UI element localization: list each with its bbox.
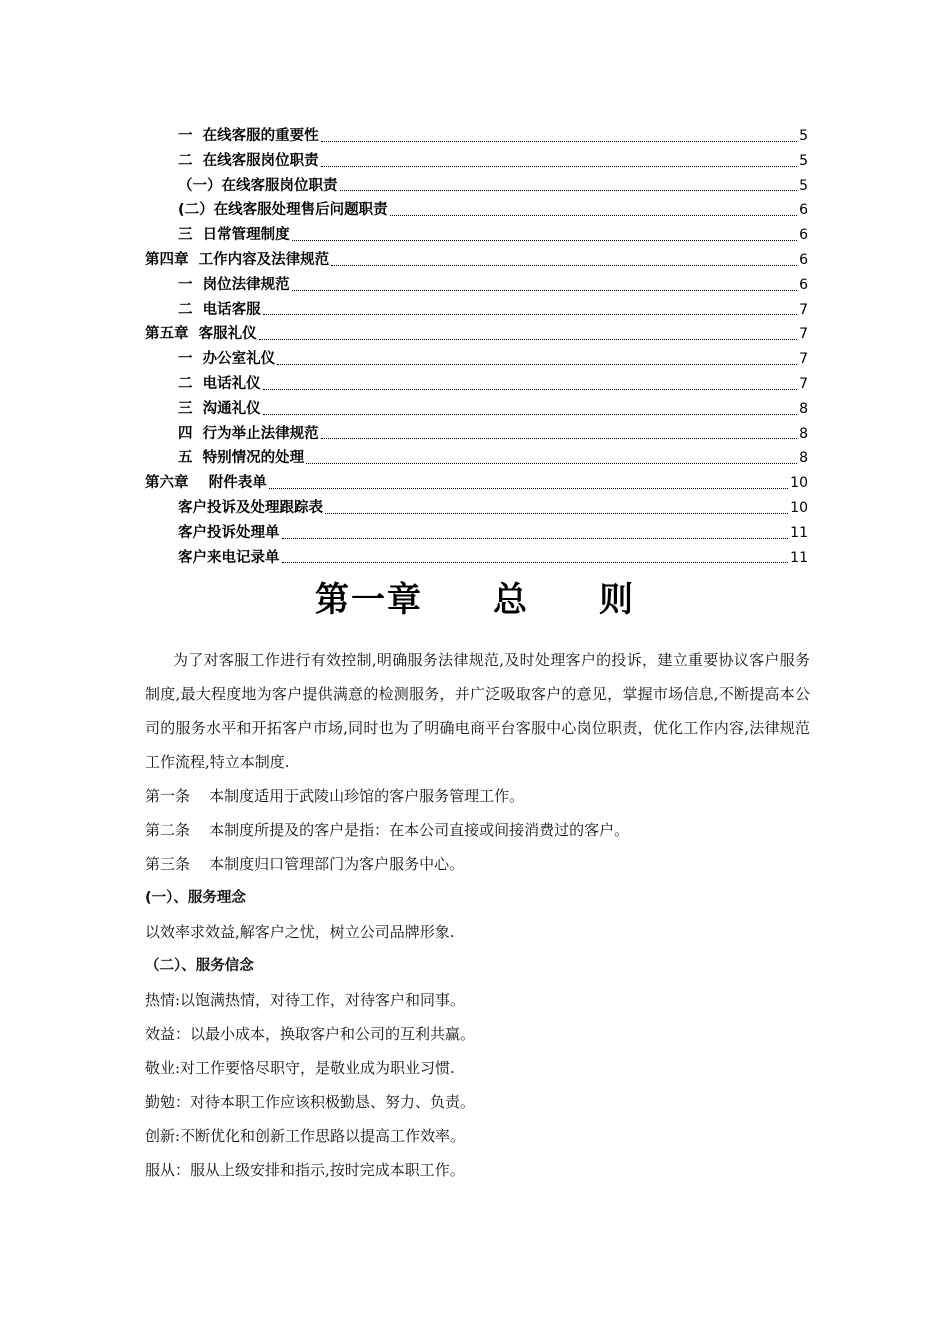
toc-entry-title: 三 日常管理制度 [178, 227, 290, 244]
section-heading-service-concept: (一）、服务理念 [145, 890, 246, 906]
toc-entry[interactable] [145, 174, 808, 199]
toc-leader-dots [263, 389, 797, 390]
article-1: 第一条 本制度适用于武陵山珍馆的客户服务管理工作。 [145, 787, 525, 805]
toc-leader-dots [259, 339, 797, 340]
toc-leader-dots [331, 265, 797, 266]
toc-entry-title: 一 在线客服的重要性 [178, 128, 319, 144]
toc-page-number: 10 [790, 475, 808, 492]
belief-item: 服从：服从上级安排和指示,按时完成本职工作。 [145, 1161, 465, 1179]
toc-leader-dots [292, 290, 797, 291]
toc-leader-dots [292, 240, 797, 241]
toc-leader-dots [306, 463, 797, 464]
toc-entry[interactable] [145, 546, 808, 571]
toc-page-number: 6 [799, 227, 808, 244]
toc-entry-title: 二 电话礼仪 [178, 375, 261, 392]
table-of-contents [145, 124, 808, 570]
toc-leader-dots [321, 438, 797, 439]
toc-entry[interactable] [145, 273, 808, 298]
toc-entry[interactable] [145, 322, 808, 347]
chapter-word-2: 则 [599, 580, 635, 620]
toc-entry[interactable] [145, 298, 808, 323]
toc-leader-dots [282, 538, 789, 539]
toc-entry[interactable] [145, 471, 808, 496]
toc-leader-dots [321, 141, 797, 142]
chapter-title [0, 574, 950, 626]
toc-page-number: 7 [799, 301, 808, 318]
toc-entry-title: 四 行为举止法律规范 [178, 425, 319, 442]
toc-entry-title: 一 岗位法律规范 [178, 276, 290, 293]
toc-entry-title: 第四章 工作内容及法律规范 [145, 251, 330, 268]
belief-item: 勤勉：对待本职工作应该积极勤恳、努力、负责。 [145, 1093, 476, 1111]
toc-entry-title: （一）在线客服岗位职责 [178, 177, 338, 194]
toc-page-number: 8 [799, 450, 808, 467]
toc-entry-title: (二）在线客服处理售后问题职责 [178, 202, 388, 219]
toc-page-number: 5 [799, 152, 808, 169]
toc-page-number: 8 [799, 425, 808, 442]
toc-entry-title: 客户来电记录单 [178, 549, 280, 566]
chapter-body [145, 643, 810, 1187]
toc-page-number: 7 [799, 326, 808, 343]
service-concept: 以效率求效益,解客户之忧，树立公司品牌形象. [145, 923, 455, 941]
toc-entry-title: 五 特别情况的处理 [178, 450, 305, 467]
chapter-word-1: 总 [493, 580, 529, 620]
toc-page-number: 6 [799, 276, 808, 293]
toc-entry[interactable] [145, 198, 808, 223]
toc-entry[interactable] [145, 124, 808, 149]
toc-page-number: 6 [799, 202, 808, 219]
toc-entry[interactable] [145, 422, 808, 447]
toc-page-number: 6 [799, 251, 808, 268]
chapter-number: 第一章 [315, 580, 423, 620]
toc-page-number: 8 [799, 400, 808, 417]
toc-leader-dots [277, 364, 797, 365]
toc-entry-title: 第五章 客服礼仪 [145, 326, 257, 343]
toc-entry[interactable] [145, 372, 808, 397]
toc-entry-title: 客户投诉及处理跟踪表 [178, 499, 323, 516]
toc-leader-dots [263, 414, 797, 415]
toc-page-number: 7 [799, 351, 808, 368]
toc-entry[interactable] [145, 397, 808, 422]
toc-leader-dots [263, 314, 797, 315]
toc-leader-dots [321, 166, 797, 167]
article-2: 第二条 本制度所提及的客户是指：在本公司直接或间接消费过的客户。 [145, 821, 630, 839]
toc-entry[interactable] [145, 446, 808, 471]
belief-item: 创新:不断优化和创新工作思路以提高工作效率。 [145, 1127, 466, 1145]
toc-leader-dots [340, 190, 798, 191]
toc-entry-title: 一 办公室礼仪 [178, 351, 276, 368]
toc-entry[interactable] [145, 149, 808, 174]
section-heading-service-belief: （二）、服务信念 [145, 958, 254, 974]
toc-entry[interactable] [145, 521, 808, 546]
toc-leader-dots [325, 513, 788, 514]
belief-item: 敬业:对工作要恪尽职守，是敬业成为职业习惯. [145, 1059, 455, 1077]
toc-entry[interactable] [145, 223, 808, 248]
toc-entry[interactable] [145, 496, 808, 521]
belief-item: 热情:以饱满热情，对待工作，对待客户和同事。 [145, 991, 466, 1009]
intro-paragraph: 为了对客服工作进行有效控制,明确服务法律规范,及时处理客户的投诉，建立重要协议客户服务制度,最大程度地为客户提供满意的检测服务，并广泛吸取客户的意见，掌握市场信息,不断提高本公司的服务水平和开拓客户市场,同时也为了明确电商平台客服中心岗位职责，优化工作内容,法律规范工作流程,特立本制度. [145, 651, 810, 771]
toc-leader-dots [390, 215, 797, 216]
toc-entry[interactable] [145, 347, 808, 372]
toc-page-number: 5 [799, 128, 808, 144]
belief-item: 效益：以最小成本，换取客户和公司的互利共赢。 [145, 1025, 476, 1043]
toc-page-number: 11 [790, 549, 808, 566]
toc-page-number: 10 [790, 499, 808, 516]
toc-leader-dots [269, 488, 788, 489]
toc-entry-title: 二 电话客服 [178, 301, 261, 318]
toc-entry-title: 二 在线客服岗位职责 [178, 152, 319, 169]
toc-entry-title: 客户投诉处理单 [178, 524, 280, 541]
toc-entry-title: 三 沟通礼仪 [178, 400, 261, 417]
article-3: 第三条 本制度归口管理部门为客户服务中心。 [145, 855, 465, 873]
toc-leader-dots [282, 562, 789, 563]
toc-page-number: 11 [790, 524, 808, 541]
toc-page-number: 7 [799, 375, 808, 392]
toc-entry[interactable] [145, 248, 808, 273]
toc-entry-title: 第六章 附件表单 [145, 475, 267, 492]
toc-page-number: 5 [799, 177, 808, 194]
